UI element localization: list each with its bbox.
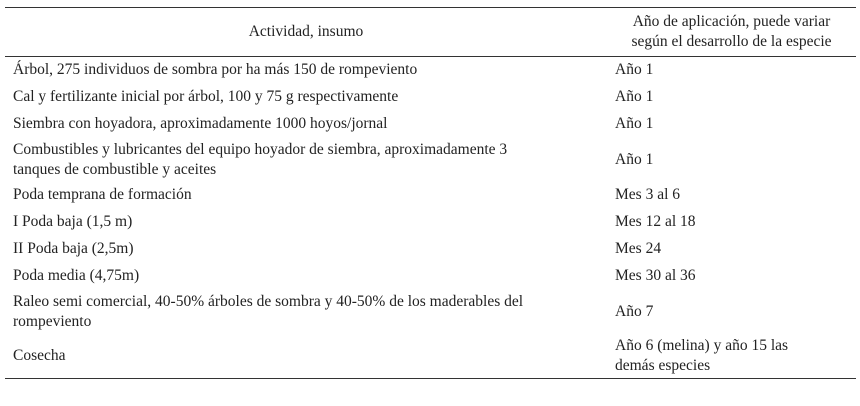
activity-cell: [5, 334, 607, 379]
table-row: [5, 182, 856, 209]
timing-cell: [607, 209, 856, 236]
cell-text-line: Árbol, 275 individuos de sombra por ha más 150 de rompeviento: [13, 61, 418, 79]
cell-text-line: Combustibles y lubricantes del equipo hoyador de siembra, aproximadamente 3: [13, 140, 508, 158]
cell-text-line: Poda media (4,75m): [13, 267, 140, 284]
timing-cell: [607, 290, 856, 334]
cell-text-line: II Poda baja (2,5m): [13, 240, 134, 257]
cell-text-line: Cosecha: [13, 346, 66, 364]
activity-cell: [5, 263, 607, 290]
cell-text-line: demás especies: [615, 356, 711, 374]
cell-text-line: Poda temprana de formación: [13, 186, 192, 203]
activity-cell: [5, 111, 607, 138]
schedule-table-container: [5, 7, 856, 379]
activity-cell: [5, 84, 607, 111]
cell-text-line: Mes 3 al 6: [615, 186, 681, 203]
activity-cell: [5, 209, 607, 236]
activity-schedule-table: [5, 7, 856, 379]
table-row: [5, 236, 856, 263]
timing-cell: [607, 334, 856, 379]
cell-text-line: tanques de combustible y aceites: [13, 160, 217, 178]
cell-text-line: Año 1: [615, 88, 654, 105]
timing-cell: [607, 236, 856, 263]
header-activity: Actividad, insumo: [248, 23, 364, 40]
cell-text-line: Año 6 (melina) y año 15 las: [615, 336, 789, 354]
cell-text-line: Cal y fertilizante inicial por árbol, 100 y 75 g respectivamente: [13, 88, 399, 105]
cell-text-line: Año 1: [615, 115, 654, 132]
table-row: [5, 334, 856, 379]
timing-cell: [607, 263, 856, 290]
cell-text-line: Mes 30 al 36: [615, 267, 696, 284]
table-row: [5, 263, 856, 290]
cell-text-line: Año 1: [615, 150, 654, 168]
cell-text-line: Mes 24: [615, 240, 662, 257]
table-row: [5, 138, 856, 182]
table-body: [5, 57, 856, 379]
activity-cell: [5, 290, 607, 334]
timing-cell: [607, 57, 856, 84]
table-header-row: [5, 8, 856, 57]
table-row: [5, 209, 856, 236]
cell-text-line: rompeviento: [13, 312, 92, 330]
cell-text-line: I Poda baja (1,5 m): [13, 213, 133, 230]
table-row: [5, 57, 856, 84]
cell-text-line: Mes 12 al 18: [615, 213, 696, 230]
activity-cell: [5, 182, 607, 209]
timing-cell: [607, 111, 856, 138]
activity-cell: [5, 57, 607, 84]
table-row: [5, 84, 856, 111]
table-row: [5, 111, 856, 138]
table-row: [5, 290, 856, 334]
header-year-line1: Año de aplicación, puede variar: [632, 13, 831, 30]
timing-cell: [607, 138, 856, 182]
cell-text-line: Año 7: [615, 302, 654, 320]
timing-cell: [607, 84, 856, 111]
activity-cell: [5, 236, 607, 263]
timing-cell: [607, 182, 856, 209]
header-application-year: [607, 8, 856, 57]
cell-text-line: Siembra con hoyadora, aproximadamente 1000 hoyos/jornal: [13, 115, 388, 132]
cell-text-line: Raleo semi comercial, 40-50% árboles de sombra y 40-50% de los maderables del: [13, 292, 524, 310]
header-year-line2: según el desarrollo de la especie: [631, 33, 832, 50]
cell-text-line: Año 1: [615, 61, 654, 79]
activity-cell: [5, 138, 607, 182]
